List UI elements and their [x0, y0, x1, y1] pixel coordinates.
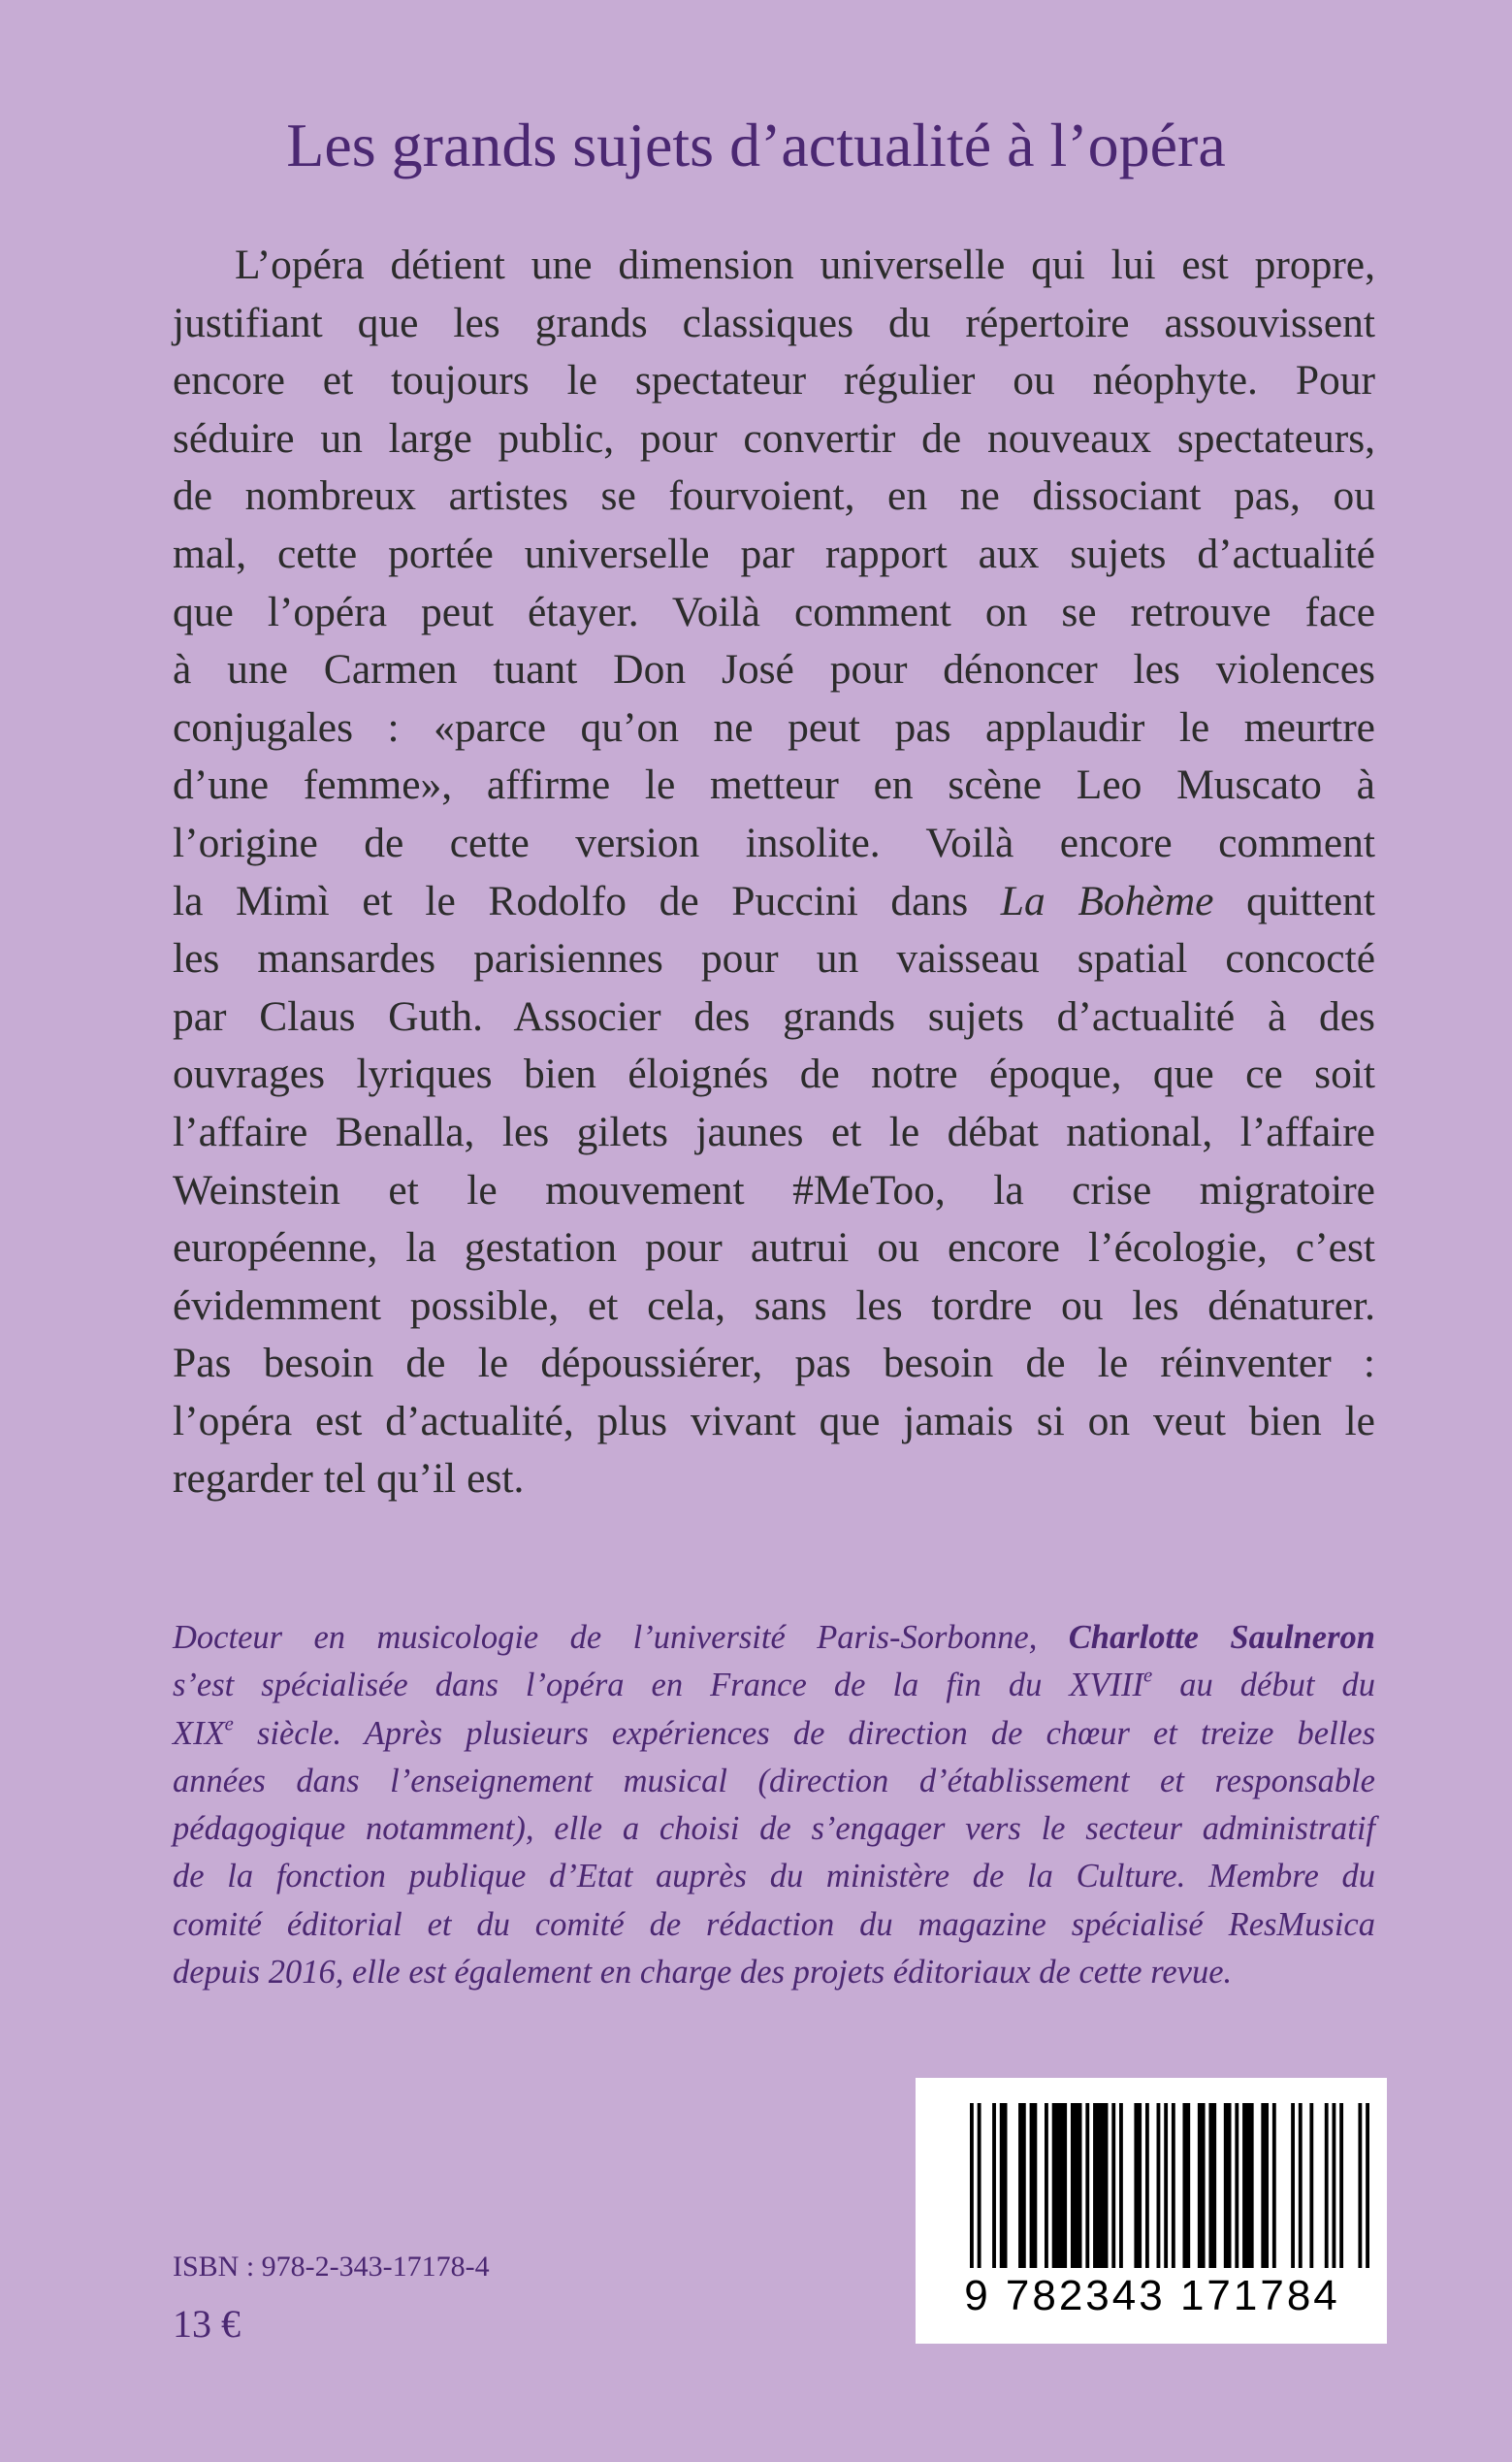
- barcode-bar: [1366, 2103, 1369, 2268]
- barcode-bar: [1000, 2103, 1008, 2268]
- blurb-line: les mansardes parisiennes pour un vaisseau spatial concocté: [173, 935, 1375, 983]
- bio-text: au début du: [1152, 1667, 1375, 1704]
- blurb-line: à une Carmen tuant Don José pour dénoncer les violences: [173, 646, 1375, 694]
- superscript: e: [1143, 1665, 1153, 1687]
- barcode-bar: [1018, 2103, 1026, 2268]
- barcode-bar: [1235, 2103, 1239, 2268]
- barcode-bar: [1272, 2103, 1276, 2268]
- barcode-digits: 9 782343 171784: [964, 2272, 1340, 2319]
- barcode-bar: [1045, 2103, 1048, 2268]
- bio-text: s’est spécialisée dans l’opéra en France de la fin du XVIII: [173, 1667, 1143, 1704]
- blurb-line: par Claus Guth. Associer des grands sujets d’actualité à des: [173, 992, 1375, 1040]
- blurb-line: mal, cette portée universelle par rapport aux sujets d’actualité: [173, 530, 1375, 577]
- blurb-line: l’affaire Benalla, les gilets jaunes et le débat national, l’affaire: [173, 1108, 1375, 1155]
- barcode-bar: [1333, 2103, 1336, 2268]
- opera-title-la-boheme: La Bohème: [1000, 877, 1214, 924]
- bio-line: [173, 1662, 1375, 1709]
- barcode-bar: [1052, 2103, 1067, 2268]
- barcode-bar: [1242, 2103, 1254, 2268]
- blurb-text: quittent: [1213, 877, 1376, 924]
- barcode-bar: [1325, 2103, 1329, 2268]
- isbn: ISBN : 978-2-343-17178-4: [173, 2251, 490, 2283]
- blurb-line: évidemment possible, et cela, sans les tordre ou les dénaturer.: [173, 1281, 1375, 1329]
- bio-line: de la fonction publique d’Etat auprès du ministère de la Culture. Membre du: [173, 1858, 1375, 1895]
- blurb-line: encore et toujours le spectateur régulier ou néophyte. Pour: [173, 357, 1375, 405]
- price: 13 €: [173, 2302, 241, 2346]
- barcode-bar: [1291, 2103, 1295, 2268]
- bio-text: Docteur en musicologie de l’université Paris-Sorbonne,: [173, 1619, 1069, 1656]
- barcode-bar: [1085, 2103, 1089, 2268]
- superscript: e: [224, 1713, 234, 1735]
- barcode-bar: [1224, 2103, 1232, 2268]
- blurb-line: ouvrages lyriques bien éloignés de notre époque, que ce soit: [173, 1051, 1375, 1098]
- barcode-bar: [1071, 2103, 1082, 2268]
- bio-line: pédagogique notamment), elle a choisi de s’engager vers le secteur administratif: [173, 1810, 1375, 1848]
- bio-text: XIX: [173, 1714, 225, 1752]
- blurb-line: Weinstein et le mouvement #MeToo, la crise migratoire: [173, 1166, 1375, 1214]
- blurb-line: l’opéra est d’actualité, plus vivant que jamais si on veut bien le: [173, 1397, 1375, 1444]
- barcode-bar: [992, 2103, 996, 2268]
- barcode-bar: [1157, 2103, 1161, 2268]
- blurb-text: la Mimì et le Rodolfo de Puccini dans: [173, 877, 1001, 924]
- barcode-bar: [978, 2103, 981, 2268]
- blurb-line: européenne, la gestation pour autrui ou encore l’écologie, c’est: [173, 1224, 1375, 1272]
- blurb-line: [173, 873, 1375, 931]
- barcode-bar: [1164, 2103, 1168, 2268]
- barcode-bar: [1030, 2103, 1038, 2268]
- barcode-bar: [1119, 2103, 1123, 2268]
- barcode-bar: [1134, 2103, 1142, 2268]
- blurb-line: justifiant que les grands classiques du répertoire assouvissent: [173, 299, 1375, 346]
- blurb-line: Pas besoin de le dépoussiérer, pas besoin de le réinventer :: [173, 1340, 1375, 1387]
- barcode-bar: [1198, 2103, 1206, 2268]
- back-cover-blurb: [173, 237, 1375, 1508]
- blurb-line: conjugales : «parce qu’on ne peut pas applaudir le meurtre: [173, 703, 1375, 751]
- bio-line: comité éditorial et du comité de rédaction du magazine spécialisé ResMusica: [173, 1905, 1375, 1943]
- blurb-line: regarder tel qu’il est.: [173, 1455, 525, 1503]
- barcode-bar: [1299, 2103, 1303, 2268]
- barcode-bar: [1111, 2103, 1115, 2268]
- bio-text: siècle. Après plusieurs expériences de direction de chœur et treize belles: [233, 1714, 1375, 1752]
- barcode-bar: [1309, 2103, 1313, 2268]
- author-name: Charlotte Saulneron: [1068, 1619, 1375, 1656]
- blurb-line: que l’opéra peut étayer. Voilà comment on se retrouve face: [173, 588, 1375, 635]
- book-title: Les grands sujets d’actualité à l’opéra: [286, 111, 1226, 179]
- blurb-line: L’opéra détient une dimension universelle qui lui est propre,: [235, 242, 1375, 288]
- bio-line: [173, 1614, 1375, 1662]
- bio-line: années dans l’enseignement musical (direction d’établissement et responsable: [173, 1762, 1375, 1799]
- blurb-line: de nombreux artistes se fourvoient, en ne dissociant pas, ou: [173, 472, 1375, 520]
- barcode-bar: [1182, 2103, 1190, 2268]
- barcode-bar: [1339, 2103, 1343, 2268]
- author-bio: [173, 1614, 1375, 1996]
- barcode-bar: [1358, 2103, 1362, 2268]
- blurb-line: d’une femme», affirme le metteur en scène Leo Muscato à: [173, 761, 1375, 809]
- bio-line: [173, 1710, 1375, 1758]
- barcode-bar: [1145, 2103, 1149, 2268]
- barcode: [916, 2078, 1387, 2344]
- barcode-bar: [1093, 2103, 1108, 2268]
- barcode-bar: [1208, 2103, 1216, 2268]
- blurb-line: l’origine de cette version insolite. Voilà encore comment: [173, 819, 1375, 866]
- barcode-bar: [970, 2103, 974, 2268]
- bio-line: depuis 2016, elle est également en charge des projets éditoriaux de cette revue.: [173, 1954, 1233, 1992]
- barcode-bar: [1172, 2103, 1175, 2268]
- blurb-line: séduire un large public, pour convertir de nouveaux spectateurs,: [173, 414, 1375, 462]
- barcode-bar: [1261, 2103, 1269, 2268]
